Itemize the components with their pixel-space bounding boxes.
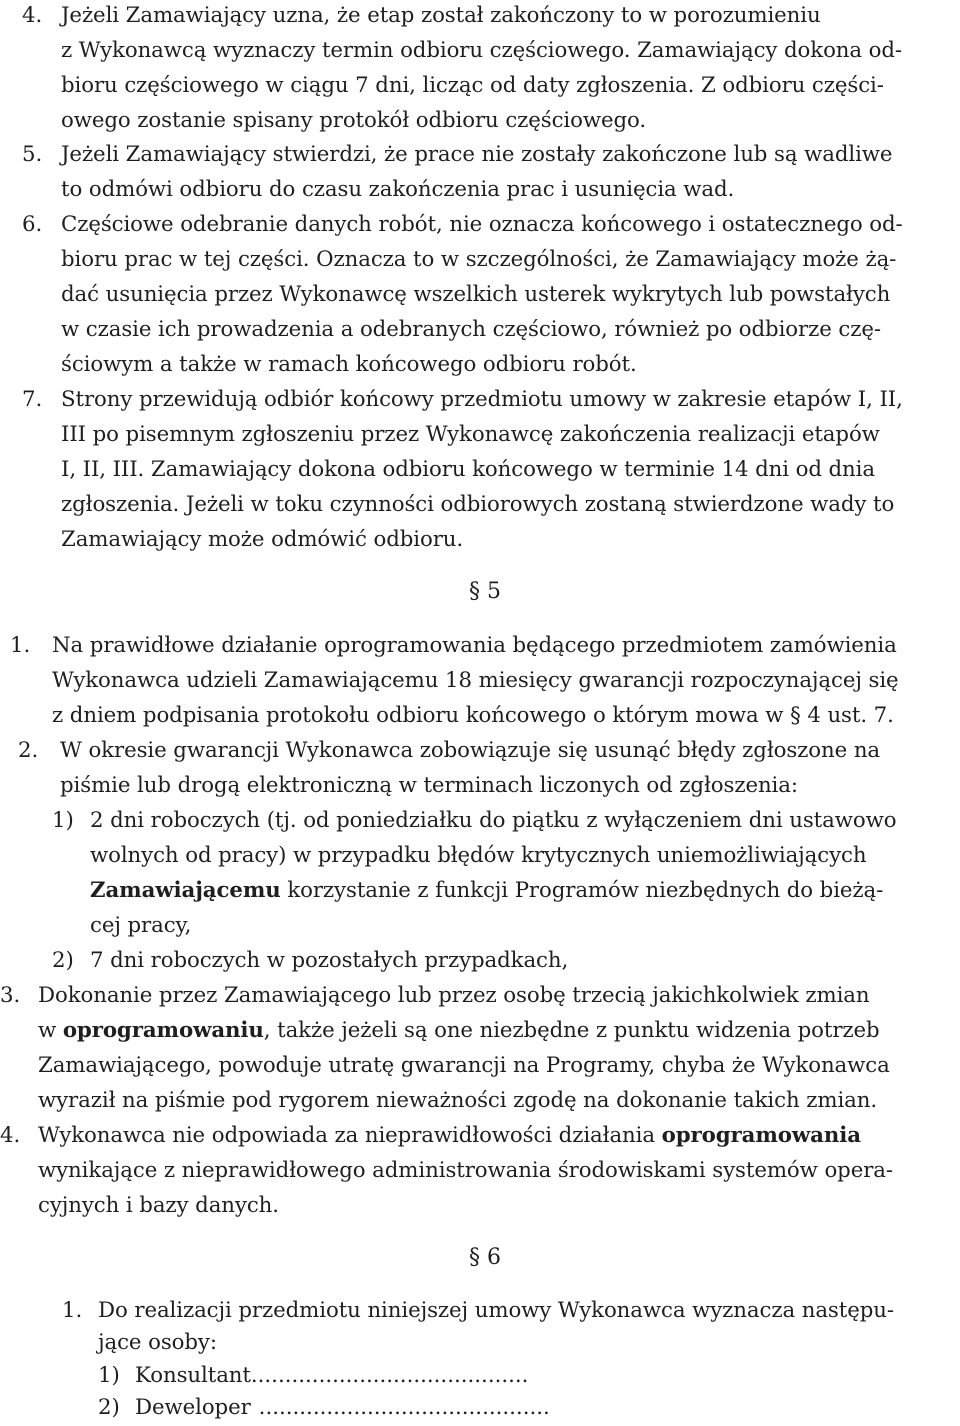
- item-number: 1.: [62, 1298, 83, 1323]
- paragraph-line: Do realizacji przedmiotu niniejszej umowy Wykonawca wyznacza następu-: [98, 1298, 894, 1323]
- paragraph-line: Jeżeli Zamawiający stwierdzi, że prace nie zostały zakończone lub są wadliwe: [61, 142, 893, 167]
- subitem-number: 1): [52, 808, 74, 833]
- text-span: w: [38, 1018, 63, 1043]
- item-number: 5.: [22, 142, 43, 167]
- paragraph-line: 2 dni roboczych (tj. od poniedziałku do piątku z wyłączeniem dni ustawowo: [90, 808, 897, 833]
- paragraph-line: piśmie lub drogą elektroniczną w terminach liczonych od zgłoszenia:: [60, 773, 798, 798]
- text-span: Wykonawca nie odpowiada za nieprawidłowości działania: [38, 1123, 662, 1148]
- role-label: Deweloper: [135, 1395, 251, 1420]
- paragraph-line: w czasie ich prowadzenia a odebranych częściowo, również po odbiorze czę-: [61, 317, 881, 342]
- paragraph-line: jące osoby:: [98, 1330, 217, 1355]
- paragraph-line: cyjnych i bazy danych.: [38, 1193, 279, 1218]
- paragraph-line: wolnych od pracy) w przypadku błędów krytycznych uniemożliwiających: [90, 843, 867, 868]
- paragraph-line: 7 dni roboczych w pozostałych przypadkach,: [90, 948, 569, 973]
- paragraph-line: I, II, III. Zamawiający dokona odbioru końcowego w terminie 14 dni od dnia: [61, 457, 875, 482]
- paragraph-line: to odmówi odbioru do czasu zakończenia prac i usunięcia wad.: [61, 177, 735, 202]
- paragraph-line: W okresie gwarancji Wykonawca zobowiązuje się usunąć błędy zgłoszone na: [60, 738, 881, 763]
- paragraph-line: Częściowe odebranie danych robót, nie oznacza końcowego i ostatecznego od-: [61, 212, 903, 237]
- paragraph-line: [90, 873, 883, 909]
- paragraph-line: bioru częściowego w ciągu 7 dni, licząc od daty zgłoszenia. Z odbioru części-: [61, 73, 884, 98]
- paragraph-line: [135, 1358, 528, 1394]
- paragraph-line: Dokonanie przez Zamawiającego lub przez osobę trzecią jakichkolwiek zmian: [38, 983, 870, 1008]
- paragraph-line: [135, 1390, 550, 1426]
- paragraph-line: ściowym a także w ramach końcowego odbioru robót.: [61, 352, 637, 377]
- paragraph-line: zgłoszenia. Jeżeli w toku czynności odbiorowych zostaną stwierdzone wady to: [61, 492, 895, 517]
- item-number: 2.: [18, 738, 39, 763]
- paragraph-line: z Wykonawcą wyznaczy termin odbioru częściowego. Zamawiający dokona od-: [61, 38, 903, 63]
- paragraph-line: Wykonawca udzieli Zamawiającemu 18 miesięcy gwarancji rozpoczynającej się: [52, 668, 899, 693]
- paragraph-line: dać usunięcia przez Wykonawcę wszelkich usterek wykrytych lub powstałych: [61, 282, 891, 307]
- paragraph-line: [38, 1013, 880, 1049]
- fill-in-dots: ...........................................: [258, 1395, 550, 1420]
- section-heading: § 5: [469, 579, 501, 604]
- paragraph-line: Zamawiającego, powoduje utratę gwarancji na Programy, chyba że Wykonawca: [38, 1053, 890, 1078]
- paragraph-line: wynikające z nieprawidłowego administrowania środowiskami systemów opera-: [38, 1158, 893, 1183]
- text-span: korzystanie z funkcji Programów niezbędnych do bieżą-: [280, 878, 884, 903]
- item-number: 3.: [0, 983, 21, 1008]
- paragraph-line: wyraził na piśmie pod rygorem nieważności zgodę na dokonanie takich zmian.: [38, 1088, 878, 1113]
- paragraph-line: z dniem podpisania protokołu odbioru końcowego o którym mowa w § 4 ust. 7.: [52, 703, 894, 728]
- role-label: Konsultant: [135, 1363, 251, 1388]
- paragraph-line: Na prawidłowe działanie oprogramowania będącego przedmiotem zamówienia: [52, 633, 897, 658]
- paragraph-line: Strony przewidują odbiór końcowy przedmiotu umowy w zakresie etapów I, II,: [61, 387, 903, 412]
- subitem-number: 1): [98, 1363, 120, 1388]
- section-heading: § 6: [469, 1245, 501, 1270]
- paragraph-line: III po pisemnym zgłoszeniu przez Wykonawcę zakończenia realizacji etapów: [61, 422, 880, 447]
- item-number: 1.: [10, 633, 31, 658]
- bold-term: oprogramowaniu: [62, 1018, 264, 1043]
- item-number: 4.: [22, 3, 43, 28]
- text-span: , także jeżeli są one niezbędne z punktu widzenia potrzeb: [263, 1018, 880, 1043]
- fill-in-dots: .........................................: [250, 1363, 529, 1388]
- paragraph-line: bioru prac w tej części. Oznacza to w szczególności, że Zamawiający może żą-: [61, 247, 897, 272]
- subitem-number: 2): [52, 948, 74, 973]
- subitem-number: 2): [98, 1395, 120, 1420]
- paragraph-line: cej pracy,: [90, 913, 192, 938]
- paragraph-line: Zamawiający może odmówić odbioru.: [61, 527, 464, 552]
- item-number: 7.: [22, 387, 43, 412]
- paragraph-line: owego zostanie spisany protokół odbioru częściowego.: [61, 108, 647, 133]
- bold-term: oprogramowania: [661, 1123, 861, 1148]
- bold-term: Zamawiającemu: [90, 878, 281, 903]
- paragraph-line: [38, 1118, 861, 1154]
- item-number: 4.: [0, 1123, 21, 1148]
- item-number: 6.: [22, 212, 43, 237]
- paragraph-line: Jeżeli Zamawiający uzna, że etap został zakończony to w porozumieniu: [61, 3, 821, 28]
